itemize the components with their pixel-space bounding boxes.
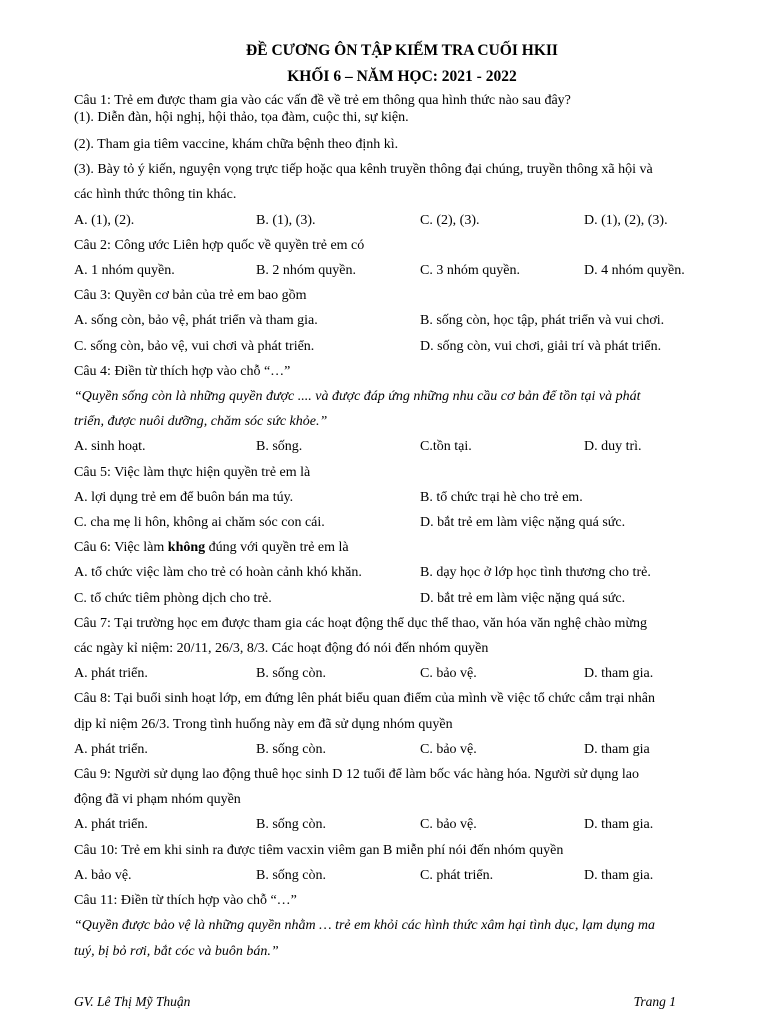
q5-options-ab xyxy=(74,485,730,510)
page-footer xyxy=(74,994,676,1010)
document-title: ĐỀ CƯƠNG ÔN TẬP KIẾM TRA CUỐI HKII xyxy=(246,42,558,59)
option-c: C. cha mẹ li hôn, không ai chăm sóc con cái. xyxy=(74,515,325,531)
option-b: B. sống. xyxy=(256,439,303,455)
q1-options xyxy=(74,208,730,233)
question-4: Câu 4: Điền từ thích hợp vào chỗ “…” xyxy=(74,363,291,379)
q4-options xyxy=(74,434,730,459)
question-2: Câu 2: Công ước Liên hợp quốc về quyền trẻ em có xyxy=(74,237,365,253)
option-b: B. sống còn. xyxy=(256,867,326,883)
question-3: Câu 3: Quyền cơ bản của trẻ em bao gồm xyxy=(74,288,307,304)
q10-options xyxy=(74,863,730,888)
option-c: C. (2), (3). xyxy=(420,212,480,228)
question-9-line-2: động đã vi phạm nhóm quyền xyxy=(74,792,241,808)
option-b: B. sống còn, học tập, phát triển và vui chơi. xyxy=(420,313,665,329)
q1-item-2: (2). Tham gia tiêm vaccine, khám chữa bệnh theo định kì. xyxy=(74,137,399,152)
option-d: D. 4 nhóm quyền. xyxy=(584,263,685,279)
option-d: D. bắt trẻ em làm việc nặng quá sức. xyxy=(420,515,626,531)
q6-text-emphasis: không xyxy=(167,540,206,556)
option-c: C. 3 nhóm quyền. xyxy=(420,263,520,279)
option-c: C. bảo vệ. xyxy=(420,817,477,833)
q9-options xyxy=(74,812,730,837)
option-b: B. 2 nhóm quyền. xyxy=(256,263,356,279)
option-a: A. (1), (2). xyxy=(74,212,135,228)
document-subtitle: KHỐI 6 – NĂM HỌC: 2021 - 2022 xyxy=(287,68,517,85)
footer-page-number: Trang 1 xyxy=(633,994,676,1009)
question-6 xyxy=(74,535,730,560)
option-c: C. bảo vệ. xyxy=(420,666,477,682)
option-a: A. sống còn, bảo vệ, phát triển và tham gia. xyxy=(74,313,318,329)
option-a: A. phát triển. xyxy=(74,666,148,682)
option-c: C. tổ chức tiêm phòng dịch cho trẻ. xyxy=(74,590,272,606)
question-7-line-2: các ngày kỉ niệm: 20/11, 26/3, 8/3. Các hoạt động đó nói đến nhóm quyền xyxy=(74,641,489,657)
option-d: D. (1), (2), (3). xyxy=(584,212,668,228)
q7-options xyxy=(74,661,730,686)
option-b: B. sống còn. xyxy=(256,741,326,757)
document-page xyxy=(74,38,730,964)
q6-text-post: đúng với quyền trẻ em là xyxy=(205,540,349,556)
q11-quote-line-1: “Quyền được bảo vệ là những quyền nhằm … trẻ em khỏi các hình thức xâm hại tình dục, lạm dụng ma xyxy=(74,918,655,934)
option-d: D. duy trì. xyxy=(584,439,642,455)
option-b: B. sống còn. xyxy=(256,817,326,833)
q6-options-ab xyxy=(74,560,730,585)
q3-options-cd xyxy=(74,334,730,359)
q2-options xyxy=(74,258,730,283)
option-d: D. tham gia. xyxy=(584,867,654,883)
option-d: D. tham gia. xyxy=(584,817,654,833)
option-a: A. sinh hoạt. xyxy=(74,439,146,455)
question-10: Câu 10: Trẻ em khi sinh ra được tiêm vacxin viêm gan B miễn phí nói đến nhóm quyền xyxy=(74,842,564,858)
question-5: Câu 5: Việc làm thực hiện quyền trẻ em là xyxy=(74,464,311,480)
option-c: C. phát triển. xyxy=(420,867,494,883)
question-8-line-2: dịp kỉ niệm 26/3. Trong tình huống này em đã sử dụng nhóm quyền xyxy=(74,716,453,732)
question-8-line-1: Câu 8: Tại buổi sinh hoạt lớp, em đứng lên phát biểu quan điểm của mình về việc tổ chức cắm trại nhân xyxy=(74,691,656,707)
option-b: B. (1), (3). xyxy=(256,212,316,228)
q1-item-3b: các hình thức thông tin khác. xyxy=(74,187,237,203)
option-a: A. lợi dụng trẻ em để buôn bán ma túy. xyxy=(74,489,294,505)
q6-text-pre: Câu 6: Việc làm xyxy=(74,540,168,556)
option-b: B. dạy học ở lớp học tình thương cho trẻ. xyxy=(420,565,651,581)
option-d: D. sống còn, vui chơi, giải trí và phát triển. xyxy=(420,338,662,354)
q4-quote-line-2: triển, được nuôi dưỡng, chăm sóc sức khỏe.” xyxy=(74,414,328,430)
option-a: A. phát triển. xyxy=(74,817,148,833)
question-11: Câu 11: Điền từ thích hợp vào chỗ “…” xyxy=(74,893,297,909)
option-c: C.tồn tại. xyxy=(420,439,472,455)
option-d: D. bắt trẻ em làm việc nặng quá sức. xyxy=(420,590,626,606)
question-1: Câu 1: Trẻ em được tham gia vào các vấn đề về trẻ em thông qua hình thức nào sau đây? xyxy=(74,93,571,108)
q1-item-3a: (3). Bày tỏ ý kiến, nguyện vọng trực tiếp hoặc qua kênh truyền thông đại chúng, truyền thông xã hội và xyxy=(74,162,653,178)
option-a: A. phát triển. xyxy=(74,741,148,757)
q6-options-cd xyxy=(74,586,730,611)
q3-options-ab xyxy=(74,308,730,333)
footer-author: GV. Lê Thị Mỹ Thuận xyxy=(74,994,191,1009)
option-c: C. bảo vệ. xyxy=(420,741,477,757)
option-a: A. 1 nhóm quyền. xyxy=(74,263,175,279)
q5-options-cd xyxy=(74,510,730,535)
q4-quote-line-1: “Quyền sống còn là những quyền được .... và được đáp ứng những nhu cầu cơ bản để tồn tại và phát xyxy=(74,389,641,405)
option-b: B. tổ chức trại hè cho trẻ em. xyxy=(420,489,583,505)
option-d: D. tham gia. xyxy=(584,666,654,682)
option-a: A. bảo vệ. xyxy=(74,867,132,883)
question-9-line-1: Câu 9: Người sử dụng lao động thuê học sinh D 12 tuổi để làm bốc vác hàng hóa. Người sử dụng lao xyxy=(74,767,640,783)
option-d: D. tham gia xyxy=(584,741,650,757)
option-a: A. tổ chức việc làm cho trẻ có hoàn cảnh khó khăn. xyxy=(74,565,362,581)
option-b: B. sống còn. xyxy=(256,666,326,682)
q1-item-1: (1). Diễn đàn, hội nghị, hội thảo, tọa đàm, cuộc thi, sự kiện. xyxy=(74,110,409,125)
question-7-line-1: Câu 7: Tại trường học em được tham gia các hoạt động thể dục thể thao, văn hóa văn nghệ chào mừng xyxy=(74,615,648,631)
option-c: C. sống còn, bảo vệ, vui chơi và phát triển. xyxy=(74,338,315,354)
q8-options xyxy=(74,737,730,762)
q11-quote-line-2: tuý, bị bỏ rơi, bắt cóc và buôn bán.” xyxy=(74,943,279,959)
